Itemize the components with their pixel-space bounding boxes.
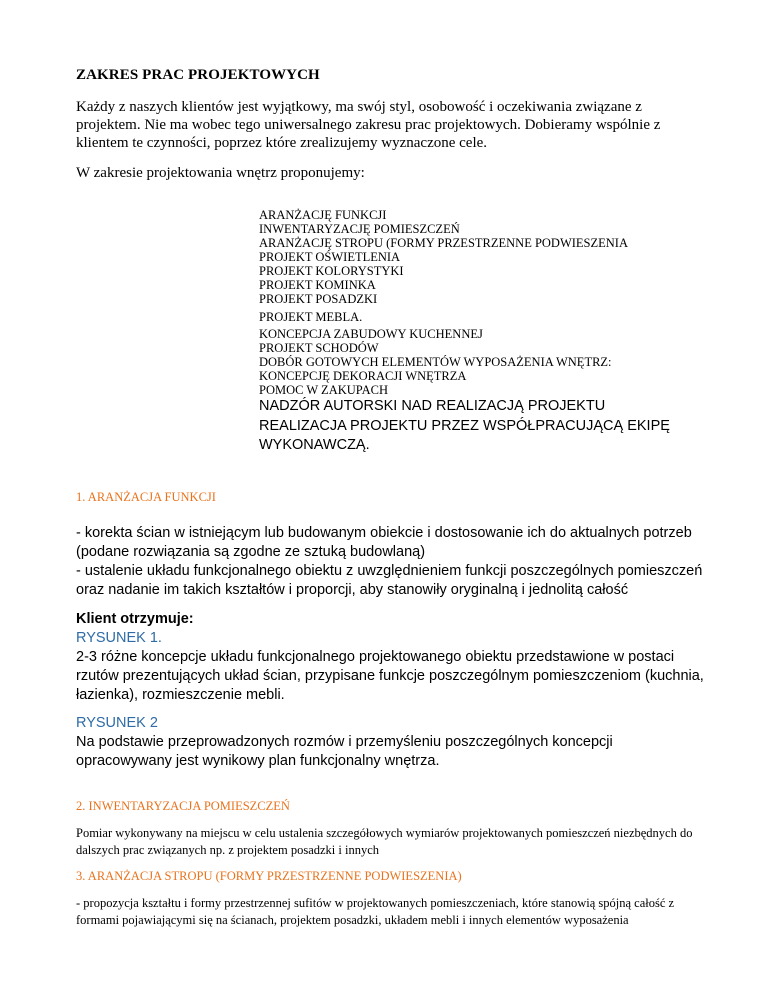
client-receives-label: Klient otrzymuje: (76, 611, 194, 627)
intro-paragraph: Każdy z naszych klientów jest wyjątkowy, ma swój styl, osobowość i oczekiwania związane z projektem. Nie ma wobec tego uniwersalnego zakresu prac projektowych. Dobieramy wspólnie z klientem te czynności, poprzez które zrealizujemy wyznaczone cele. (76, 99, 661, 151)
figure-2-description: Na podstawie przeprowadzonych rozmów i przemyśleniu poszczególnych koncepcji opracowywany jest wynikowy plan funkcjonalny wnętrza. (76, 734, 613, 769)
figure-2-label: RYSUNEK 2 (76, 715, 158, 731)
figure-1-label: RYSUNEK 1. (76, 630, 162, 646)
section-2-heading: 2. INWENTARYZACJA POMIESZCZEŃ (76, 799, 290, 813)
section-1-paragraph: - korekta ścian w istniejącym lub budowanym obiekcie i dostosowanie ich do aktualnych potrzeb (podane rozwiązania są zgodne ze sztuką budowlaną) - ustalenie układu funkcjonalnego obiektu z uwzględnieniem funkcji poszczególnych pomieszczeń oraz nadanie im takich kształtów i proporcji, aby stanowiły oryginalną i jednolitą całość (76, 525, 703, 598)
section-2-text: Pomiar wykonywany na miejscu w celu ustalenia szczegółowych wymiarów projektowanych pomieszczeń niezbędnych do dalszych prac związanych np. z projektem posadzki i innych (76, 826, 693, 857)
section-3-heading: 3. ARANŻACJA STROPU (FORMY PRZESTRZENNE PODWIESZENIA) (76, 869, 462, 883)
section-1-heading: 1. ARANŻACJA FUNKCJI (76, 490, 216, 504)
document-title: ZAKRES PRAC PROJEKTOWYCH (76, 67, 320, 83)
figure-1-description: 2-3 różne koncepcje układu funkcjonalnego projektowanego obiektu przedstawione w postaci rzutów prezentujących układ ścian, przypisane funkcje poszczególnym pomieszczeniom (kuchnia, łazienka), rozmieszczenie mebli. (76, 649, 704, 703)
list-lead: W zakresie projektowania wnętrz proponujemy: (76, 165, 365, 181)
section-3-text: - propozycja kształtu i formy przestrzennej sufitów w projektowanych pomieszczeniach, które stanowią spójną całość z formami pojawiającymi się na ścianach, projektem posadzki, układem mebli i innych elementów wyposażenia (76, 896, 675, 927)
